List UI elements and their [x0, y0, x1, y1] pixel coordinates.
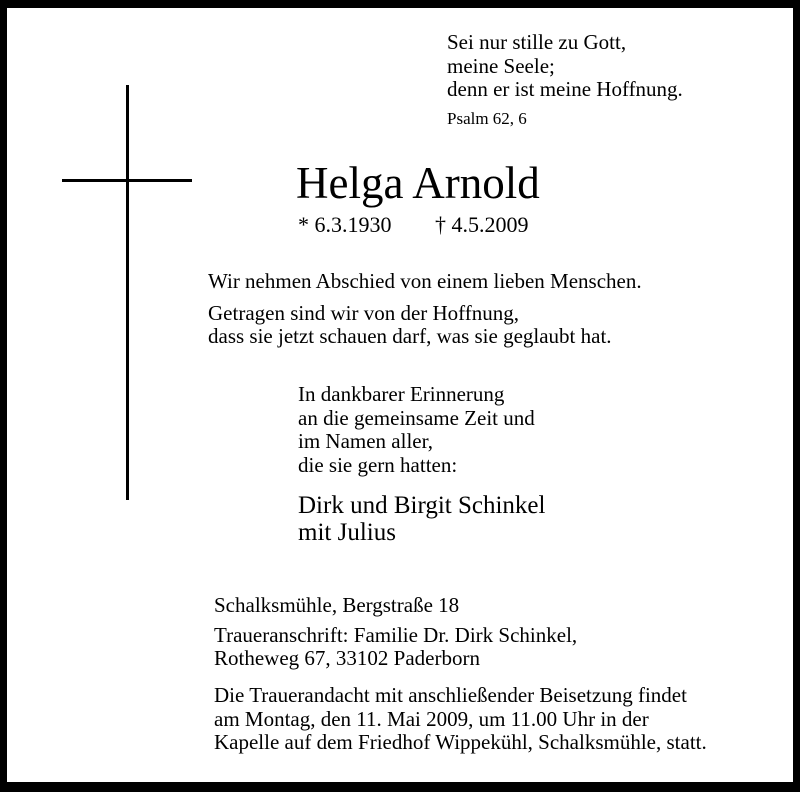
verse-line: Sei nur stille zu Gott, — [447, 30, 627, 54]
remembrance-text — [298, 383, 535, 477]
hope-line: dass sie jetzt schauen darf, was sie geglaubt hat. — [208, 324, 612, 348]
verse-line: denn er ist meine Hoffnung. — [447, 77, 683, 101]
farewell-text — [208, 270, 642, 349]
mourning-address-line: Traueranschrift: Familie Dr. Dirk Schinkel, — [214, 622, 578, 647]
signatory-line: Dirk und Birgit Schinkel — [298, 492, 546, 519]
remembrance-line: In dankbarer Erinnerung — [298, 382, 505, 406]
signatory-line: mit Julius — [298, 519, 396, 546]
service-line: Kapelle auf dem Friedhof Wippekühl, Schalksmühle, statt. — [214, 730, 707, 754]
life-dates — [298, 212, 529, 238]
signatories — [298, 492, 545, 546]
mourning-address-line: Rotheweg 67, 33102 Paderborn — [214, 646, 480, 670]
farewell-line: Wir nehmen Abschied von einem lieben Menschen. — [208, 269, 642, 293]
obituary-notice — [7, 8, 793, 782]
bible-verse — [447, 31, 683, 130]
deceased-name: Helga Arnold — [296, 158, 540, 208]
death-date: † 4.5.2009 — [435, 212, 529, 237]
remembrance-line: die sie gern hatten: — [298, 452, 458, 477]
verse-reference: Psalm 62, 6 — [447, 108, 527, 128]
verse-line: meine Seele; — [447, 53, 555, 78]
cross-icon-vertical-bar — [126, 85, 129, 500]
remembrance-line: an die gemeinsame Zeit und — [298, 405, 535, 430]
service-line: Die Trauerandacht mit anschließender Beisetzung findet — [214, 683, 687, 707]
hope-line: Getragen sind wir von der Hoffnung, — [208, 300, 520, 325]
cross-icon-horizontal-bar — [62, 179, 192, 182]
birth-date: * 6.3.1930 — [298, 212, 392, 237]
residence-address: Schalksmühle, Bergstraße 18 — [214, 593, 460, 617]
addresses — [214, 594, 577, 671]
service-line: am Montag, den 11. Mai 2009, um 11.00 Uhr in der — [214, 706, 649, 731]
remembrance-line: im Namen aller, — [298, 429, 434, 453]
service-details — [214, 684, 707, 755]
